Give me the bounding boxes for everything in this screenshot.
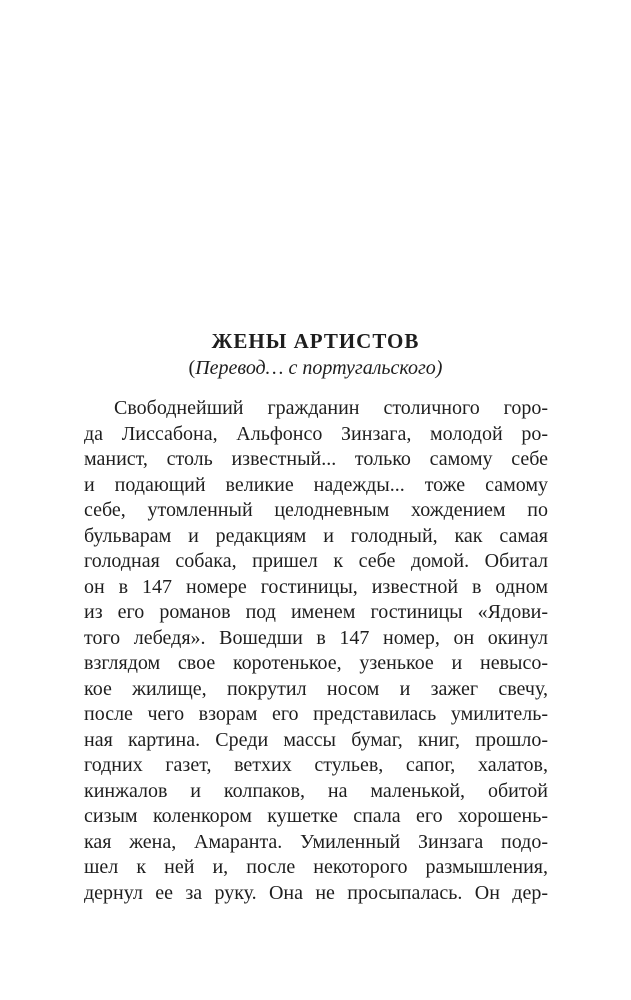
text-line: он в 147 номере гостиницы, известной в одном (84, 575, 548, 598)
text-line: голодная собака, пришел к себе домой. Обитал (84, 550, 548, 572)
text-line: из его романов под именем гостиницы «Ядови- (84, 601, 548, 623)
text-line: взглядом свое коротенькое, узенькое и невысо- (84, 652, 548, 674)
text-line: ная картина. Среди массы бумаг, книг, прошло- (84, 728, 548, 751)
text-line: дернул ее за руку. Она не просыпалась. Он дер- (84, 881, 548, 904)
chapter-title: ЖЕНЫ АРТИСТОВ (211, 329, 420, 353)
text-line: бульварам и редакциям и голодный, как самая (84, 524, 548, 547)
body-text (84, 396, 548, 906)
text-line: кая жена, Амаранта. Умиленный Зинзага подо- (84, 830, 548, 853)
text-line: сизым коленкором кушетке спала его хорошень- (84, 805, 548, 827)
subtitle-text: Перевод… с португальского) (195, 357, 443, 379)
text-line: шел к ней и, после некоторого размышления, (84, 856, 548, 878)
text-line: того лебедя». Вошедши в 147 номер, он окинул (84, 626, 548, 649)
text-line: манист, столь известный... только самому себе (84, 448, 548, 470)
subtitle-open-paren: ( (188, 357, 196, 379)
text-line: после чего взорам его представилась умилитель- (84, 703, 548, 725)
text-line: себе, утомленный целодневным хождением по (84, 499, 548, 521)
chapter-subtitle (0, 355, 631, 381)
text-line: годних газет, ветхих стульев, сапог, халатов, (84, 754, 548, 776)
text-line: кинжалов и колпаков, на маленькой, обитой (84, 779, 548, 802)
text-line: и подающий великие надежды... тоже самому (84, 473, 548, 496)
text-line: да Лиссабона, Альфонсо Зинзага, молодой ро- (84, 422, 548, 445)
text-line: Свободнейший гражданин столичного горо- (114, 397, 548, 419)
text-line: кое жилище, покрутил носом и зажег свечу, (84, 677, 548, 700)
